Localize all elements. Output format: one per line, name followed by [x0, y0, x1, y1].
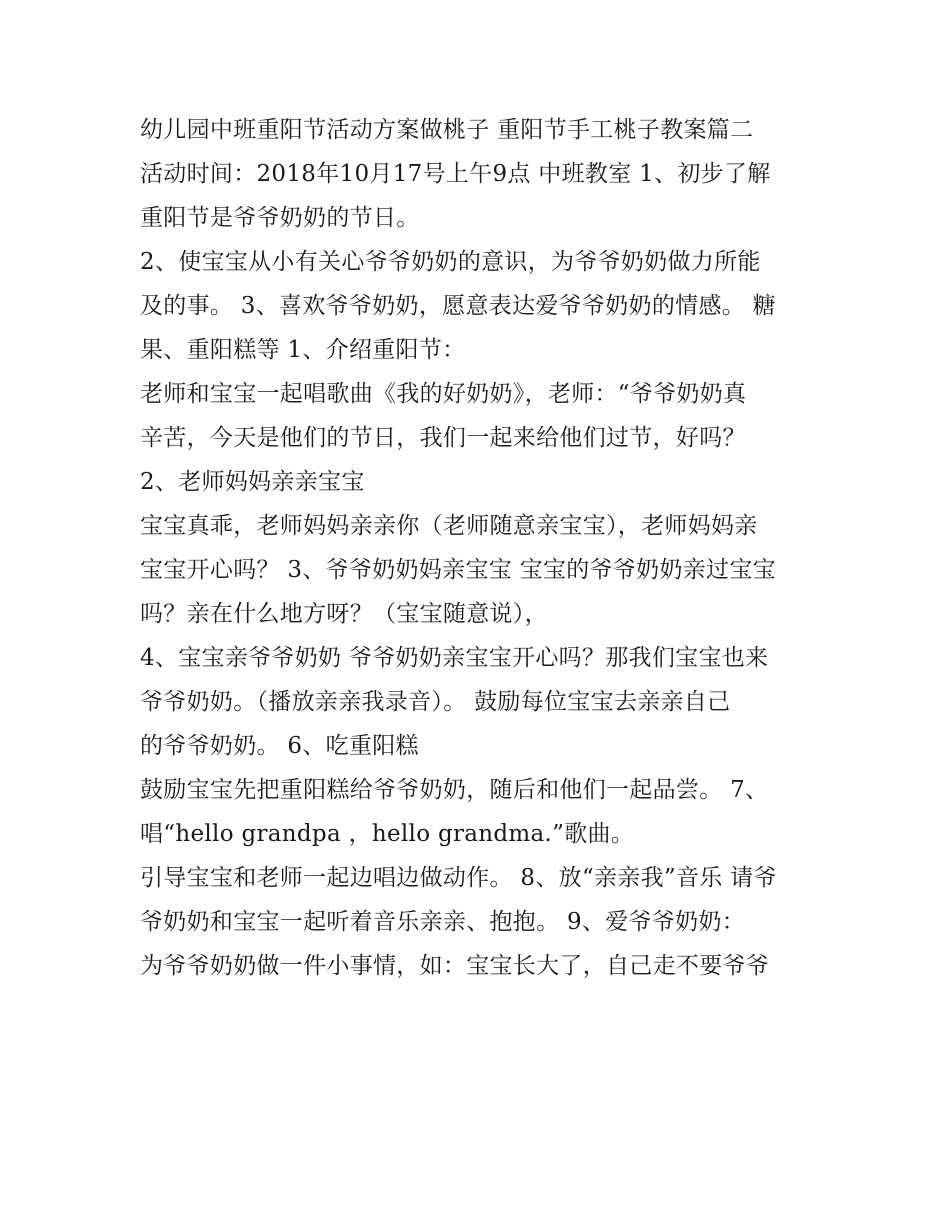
text-line: 2、使宝宝从小有关心爷爷奶奶的意识，为爷爷奶奶做力所能: [140, 249, 761, 275]
text-line: 爷爷奶奶。（播放亲亲我录音）。 鼓励每位宝宝去亲亲自己: [140, 689, 731, 715]
text-line: 辛苦，今天是他们的节日，我们一起来给他们过节，好吗？: [140, 425, 746, 451]
text-line: 宝宝真乖，老师妈妈亲亲你（老师随意亲宝宝），老师妈妈亲: [140, 513, 758, 539]
text-line: 宝宝开心吗？ 3、爷爷奶奶妈亲宝宝 宝宝的爷爷奶奶亲过宝宝: [140, 557, 776, 583]
text-line: 活动时间：2018年10月17号上午9点 中班教室 1、初步了解: [140, 161, 771, 187]
text-line: 鼓励宝宝先把重阳糕给爷爷奶奶，随后和他们一起品尝。 7、: [140, 777, 769, 803]
text-line: 果、重阳糕等 1、介绍重阳节：: [140, 337, 466, 363]
text-line: 为爷爷奶奶做一件小事情，如：宝宝长大了，自己走不要爷爷: [140, 953, 770, 979]
text-line: 引导宝宝和老师一起边唱边做动作。 8、放“亲亲我”音乐 请爷: [140, 865, 777, 891]
text-line: 重阳节是爷爷奶奶的节日。: [140, 205, 420, 231]
text-line: 幼儿园中班重阳节活动方案做桃子 重阳节手工桃子教案篇二: [140, 117, 754, 143]
text-line: 及的事。 3、喜欢爷爷奶奶，愿意表达爱爷爷奶奶的情感。 糖: [140, 293, 776, 319]
text-line: 唱“hello grandpa ，hello grandma.”歌曲。: [140, 821, 635, 847]
text-line: 4、宝宝亲爷爷奶奶 爷爷奶奶亲宝宝开心吗？那我们宝宝也来: [140, 645, 769, 671]
text-line: 老师和宝宝一起唱歌曲《我的好奶奶》，老师：“爷爷奶奶真: [140, 381, 747, 407]
document-body: [140, 108, 830, 988]
text-line: 2、老师妈妈亲亲宝宝: [140, 469, 365, 495]
text-line: 爷奶奶和宝宝一起听着音乐亲亲、抱抱。 9、爱爷爷奶奶：: [140, 909, 746, 935]
text-line: 的爷爷奶奶。 6、吃重阳糕: [140, 733, 419, 759]
text-line: 吗？亲在什么地方呀？（宝宝随意说），: [140, 601, 548, 627]
